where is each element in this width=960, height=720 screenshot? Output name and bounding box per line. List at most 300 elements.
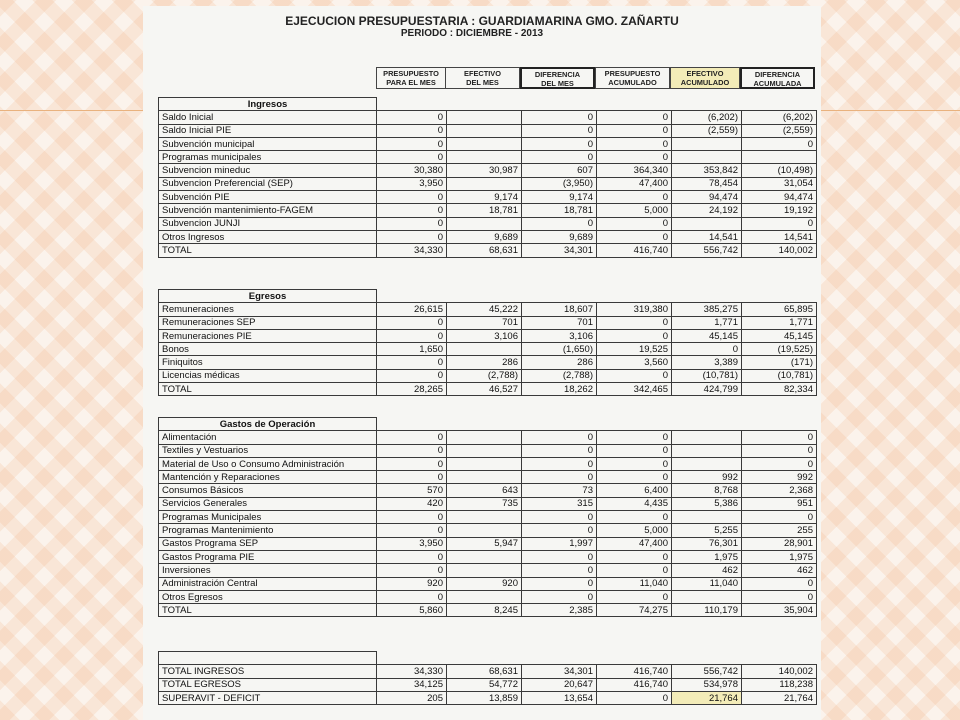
row-label: Gastos Programa PIE xyxy=(159,550,377,563)
value-cell: 0 xyxy=(377,471,447,484)
table-row xyxy=(159,217,817,230)
table-row xyxy=(159,665,817,678)
value-cell: 920 xyxy=(447,577,522,590)
value-cell: 3,106 xyxy=(522,329,597,342)
section-heading-row xyxy=(159,290,817,303)
value-cell: (19,525) xyxy=(742,343,817,356)
value-cell: 416,740 xyxy=(597,244,672,257)
value-cell: 0 xyxy=(742,577,817,590)
value-cell: 0 xyxy=(522,524,597,537)
value-cell: 0 xyxy=(597,151,672,164)
value-cell: 45,222 xyxy=(447,303,522,316)
value-cell: 18,607 xyxy=(522,303,597,316)
value-cell: 5,000 xyxy=(597,204,672,217)
value-cell: 0 xyxy=(522,577,597,590)
value-cell: 24,192 xyxy=(672,204,742,217)
value-cell: 416,740 xyxy=(597,678,672,691)
value-cell: 19,525 xyxy=(597,343,672,356)
row-label: Programas municipales xyxy=(159,151,377,164)
value-cell: 0 xyxy=(597,230,672,243)
value-cell: 18,262 xyxy=(522,383,597,396)
row-label: Subvencion mineduc xyxy=(159,164,377,177)
section-table-2 xyxy=(158,417,817,617)
value-cell: 47,400 xyxy=(597,177,672,190)
value-cell: 45,145 xyxy=(742,329,817,342)
value-cell: 5,947 xyxy=(447,537,522,550)
divider-line-left xyxy=(0,110,143,111)
value-cell: 47,400 xyxy=(597,537,672,550)
value-cell xyxy=(447,457,522,470)
table-row xyxy=(159,484,817,497)
value-cell: 0 xyxy=(672,343,742,356)
row-label: Programas Mantenimiento xyxy=(159,524,377,537)
column-header-4: EFECTIVO ACUMULADO xyxy=(670,67,740,89)
value-cell xyxy=(672,431,742,444)
value-cell: 342,465 xyxy=(597,383,672,396)
empty-cell xyxy=(522,290,597,303)
value-cell: 76,301 xyxy=(672,537,742,550)
row-label: TOTAL xyxy=(159,244,377,257)
value-cell: 0 xyxy=(377,511,447,524)
value-cell: 0 xyxy=(377,329,447,342)
budget-document xyxy=(143,6,821,720)
value-cell: 0 xyxy=(522,217,597,230)
value-cell xyxy=(672,457,742,470)
row-label: Bonos xyxy=(159,343,377,356)
value-cell: (3,950) xyxy=(522,177,597,190)
empty-cell xyxy=(377,98,447,111)
value-cell xyxy=(672,590,742,603)
value-cell: 20,647 xyxy=(522,678,597,691)
value-cell: 286 xyxy=(522,356,597,369)
value-cell xyxy=(672,511,742,524)
document-title: EJECUCION PRESUPUESTARIA : GUARDIAMARINA GMO. ZAÑARTU xyxy=(285,14,679,28)
table-row xyxy=(159,471,817,484)
row-label: Finiquitos xyxy=(159,356,377,369)
value-cell: 2,385 xyxy=(522,604,597,617)
value-cell: 920 xyxy=(377,577,447,590)
value-cell: 9,689 xyxy=(522,230,597,243)
value-cell: 0 xyxy=(522,137,597,150)
section-heading: Egresos xyxy=(159,290,377,303)
empty-cell xyxy=(597,418,672,431)
row-label: TOTAL xyxy=(159,604,377,617)
row-label: Remuneraciones xyxy=(159,303,377,316)
value-cell xyxy=(447,524,522,537)
table-row xyxy=(159,577,817,590)
table-row xyxy=(159,230,817,243)
column-header-5: DIFERENCIA ACUMULADA xyxy=(740,67,815,89)
column-header-0: PRESUPUESTO PARA EL MES xyxy=(376,67,446,89)
value-cell: 30,380 xyxy=(377,164,447,177)
empty-cell xyxy=(377,652,447,665)
table-row xyxy=(159,343,817,356)
table-row xyxy=(159,537,817,550)
value-cell: (2,788) xyxy=(522,369,597,382)
value-cell: 0 xyxy=(377,564,447,577)
value-cell: 1,771 xyxy=(742,316,817,329)
value-cell: 3,950 xyxy=(377,537,447,550)
table-row xyxy=(159,137,817,150)
value-cell: (2,559) xyxy=(672,124,742,137)
value-cell: 8,768 xyxy=(672,484,742,497)
value-cell: 1,975 xyxy=(742,550,817,563)
value-cell: 11,040 xyxy=(597,577,672,590)
value-cell: 5,000 xyxy=(597,524,672,537)
value-cell: 82,334 xyxy=(742,383,817,396)
empty-cell xyxy=(742,652,817,665)
empty-cell xyxy=(742,418,817,431)
value-cell: 140,002 xyxy=(742,665,817,678)
value-cell: 11,040 xyxy=(672,577,742,590)
value-cell: 0 xyxy=(742,444,817,457)
empty-cell xyxy=(377,418,447,431)
value-cell: 2,368 xyxy=(742,484,817,497)
row-label: Material de Uso o Consumo Administración xyxy=(159,457,377,470)
value-cell: 0 xyxy=(377,590,447,603)
value-cell: 30,987 xyxy=(447,164,522,177)
row-label: Saldo Inicial xyxy=(159,111,377,124)
table-row xyxy=(159,204,817,217)
value-cell: 556,742 xyxy=(672,244,742,257)
value-cell: 319,380 xyxy=(597,303,672,316)
value-cell: 3,389 xyxy=(672,356,742,369)
empty-cell xyxy=(742,290,817,303)
value-cell: 54,772 xyxy=(447,678,522,691)
section-heading xyxy=(159,652,377,665)
value-cell: 1,997 xyxy=(522,537,597,550)
value-cell: 0 xyxy=(522,511,597,524)
table-row xyxy=(159,457,817,470)
value-cell: 0 xyxy=(597,550,672,563)
row-label: TOTAL xyxy=(159,383,377,396)
row-label: SUPERAVIT - DEFICIT xyxy=(159,691,377,704)
value-cell: 0 xyxy=(742,590,817,603)
row-label: Textiles y Vestuarios xyxy=(159,444,377,457)
table-row xyxy=(159,164,817,177)
value-cell: 0 xyxy=(377,217,447,230)
row-label: Otros Egresos xyxy=(159,590,377,603)
value-cell: 315 xyxy=(522,497,597,510)
value-cell xyxy=(447,343,522,356)
value-cell: 0 xyxy=(522,564,597,577)
value-cell: 643 xyxy=(447,484,522,497)
value-cell: 0 xyxy=(742,137,817,150)
value-cell xyxy=(447,550,522,563)
section-heading: Gastos de Operación xyxy=(159,418,377,431)
value-cell: 0 xyxy=(377,457,447,470)
table-row xyxy=(159,444,817,457)
value-cell: 0 xyxy=(377,431,447,444)
value-cell: 0 xyxy=(597,137,672,150)
value-cell: 8,245 xyxy=(447,604,522,617)
row-label: Subvencion Preferencial (SEP) xyxy=(159,177,377,190)
value-cell xyxy=(447,511,522,524)
value-cell: 45,145 xyxy=(672,329,742,342)
table-row xyxy=(159,329,817,342)
table-row xyxy=(159,431,817,444)
value-cell xyxy=(672,137,742,150)
table-row xyxy=(159,678,817,691)
value-cell: 94,474 xyxy=(672,191,742,204)
value-cell: 34,330 xyxy=(377,665,447,678)
value-cell: 0 xyxy=(597,329,672,342)
value-cell: 0 xyxy=(377,151,447,164)
value-cell: 0 xyxy=(597,471,672,484)
table-row xyxy=(159,691,817,704)
value-cell: 14,541 xyxy=(672,230,742,243)
section-heading-row xyxy=(159,652,817,665)
value-cell: 31,054 xyxy=(742,177,817,190)
value-cell: 0 xyxy=(597,369,672,382)
value-cell: 140,002 xyxy=(742,244,817,257)
table-row xyxy=(159,564,817,577)
value-cell: 1,771 xyxy=(672,316,742,329)
value-cell: 0 xyxy=(377,137,447,150)
value-cell xyxy=(447,564,522,577)
value-cell: 0 xyxy=(377,111,447,124)
row-label: TOTAL INGRESOS xyxy=(159,665,377,678)
divider-line-right xyxy=(821,110,960,111)
value-cell: 0 xyxy=(377,356,447,369)
value-cell: 735 xyxy=(447,497,522,510)
empty-cell xyxy=(597,290,672,303)
value-cell: (1,650) xyxy=(522,343,597,356)
value-cell: 286 xyxy=(447,356,522,369)
value-cell: 5,860 xyxy=(377,604,447,617)
value-cell: 13,654 xyxy=(522,691,597,704)
value-cell: 420 xyxy=(377,497,447,510)
value-cell: 0 xyxy=(377,524,447,537)
empty-cell xyxy=(597,652,672,665)
table-row xyxy=(159,316,817,329)
value-cell: 34,301 xyxy=(522,244,597,257)
value-cell xyxy=(447,471,522,484)
value-cell: 0 xyxy=(597,124,672,137)
value-cell: 4,435 xyxy=(597,497,672,510)
value-cell: (10,781) xyxy=(742,369,817,382)
value-cell: 0 xyxy=(597,457,672,470)
value-cell xyxy=(447,217,522,230)
value-cell: 556,742 xyxy=(672,665,742,678)
value-cell: 0 xyxy=(597,564,672,577)
value-cell: 0 xyxy=(522,471,597,484)
value-cell: 34,125 xyxy=(377,678,447,691)
value-cell: 14,541 xyxy=(742,230,817,243)
table-row xyxy=(159,369,817,382)
value-cell: 0 xyxy=(597,590,672,603)
value-cell: 26,615 xyxy=(377,303,447,316)
value-cell: 0 xyxy=(522,550,597,563)
empty-cell xyxy=(377,290,447,303)
empty-cell xyxy=(447,98,522,111)
value-cell xyxy=(447,177,522,190)
value-cell: 0 xyxy=(742,431,817,444)
row-label: Subvención PIE xyxy=(159,191,377,204)
value-cell: 9,689 xyxy=(447,230,522,243)
value-cell xyxy=(447,431,522,444)
value-cell: 78,454 xyxy=(672,177,742,190)
section-table-3 xyxy=(158,651,817,705)
value-cell: 0 xyxy=(377,191,447,204)
row-label: Subvención municipal xyxy=(159,137,377,150)
table-row xyxy=(159,244,817,257)
table-row xyxy=(159,524,817,537)
row-label: Alimentación xyxy=(159,431,377,444)
table-row xyxy=(159,604,817,617)
value-cell xyxy=(742,151,817,164)
section-heading-row xyxy=(159,98,817,111)
table-row xyxy=(159,383,817,396)
value-cell: 118,238 xyxy=(742,678,817,691)
value-cell: 0 xyxy=(522,457,597,470)
value-cell: 0 xyxy=(597,217,672,230)
value-cell: 701 xyxy=(447,316,522,329)
section-table-0 xyxy=(158,97,817,258)
row-label: Subvencion JUNJI xyxy=(159,217,377,230)
value-cell: 0 xyxy=(377,550,447,563)
empty-cell xyxy=(672,98,742,111)
column-header-2: DIFERENCIA DEL MES xyxy=(520,67,595,89)
value-cell: (10,498) xyxy=(742,164,817,177)
value-cell: 0 xyxy=(522,151,597,164)
value-cell: 462 xyxy=(742,564,817,577)
section-table-1 xyxy=(158,289,817,396)
value-cell: 701 xyxy=(522,316,597,329)
empty-cell xyxy=(447,290,522,303)
value-cell: 255 xyxy=(742,524,817,537)
value-cell: 0 xyxy=(377,316,447,329)
value-cell: 68,631 xyxy=(447,665,522,678)
section-heading: Ingresos xyxy=(159,98,377,111)
value-cell: 28,265 xyxy=(377,383,447,396)
value-cell: 424,799 xyxy=(672,383,742,396)
value-cell: 0 xyxy=(597,431,672,444)
table-row xyxy=(159,111,817,124)
value-cell xyxy=(447,444,522,457)
value-cell xyxy=(672,444,742,457)
value-cell: 1,975 xyxy=(672,550,742,563)
value-cell xyxy=(447,111,522,124)
value-cell: 353,842 xyxy=(672,164,742,177)
value-cell: 607 xyxy=(522,164,597,177)
value-cell: (6,202) xyxy=(742,111,817,124)
value-cell: 68,631 xyxy=(447,244,522,257)
value-cell xyxy=(447,590,522,603)
value-cell: 18,781 xyxy=(447,204,522,217)
value-cell: 110,179 xyxy=(672,604,742,617)
value-cell: 951 xyxy=(742,497,817,510)
empty-cell xyxy=(672,290,742,303)
value-cell: (171) xyxy=(742,356,817,369)
value-cell: 46,527 xyxy=(447,383,522,396)
value-cell: 385,275 xyxy=(672,303,742,316)
value-cell: 34,301 xyxy=(522,665,597,678)
empty-cell xyxy=(597,98,672,111)
table-row xyxy=(159,550,817,563)
empty-cell xyxy=(447,418,522,431)
table-row xyxy=(159,303,817,316)
value-cell: 534,978 xyxy=(672,678,742,691)
column-header-1: EFECTIVO DEL MES xyxy=(445,67,520,89)
value-cell: 0 xyxy=(742,217,817,230)
value-cell xyxy=(672,151,742,164)
value-cell: 0 xyxy=(522,590,597,603)
empty-cell xyxy=(672,652,742,665)
row-label: Programas Municipales xyxy=(159,511,377,524)
value-cell: 1,650 xyxy=(377,343,447,356)
row-label: Gastos Programa SEP xyxy=(159,537,377,550)
table-row xyxy=(159,511,817,524)
row-label: Mantención y Reparaciones xyxy=(159,471,377,484)
document-period: PERIODO : DICIEMBRE - 2013 xyxy=(400,28,544,39)
value-cell: 94,474 xyxy=(742,191,817,204)
value-cell: 0 xyxy=(597,191,672,204)
value-cell xyxy=(672,217,742,230)
value-cell: 0 xyxy=(522,431,597,444)
empty-cell xyxy=(672,418,742,431)
table-row xyxy=(159,177,817,190)
row-label: Administración Central xyxy=(159,577,377,590)
value-cell: 416,740 xyxy=(597,665,672,678)
value-cell: 0 xyxy=(377,444,447,457)
row-label: Inversiones xyxy=(159,564,377,577)
column-header-3: PRESUPUESTO ACUMULADO xyxy=(595,67,670,89)
row-label: Servicios Generales xyxy=(159,497,377,510)
value-cell: 3,560 xyxy=(597,356,672,369)
row-label: Remuneraciones PIE xyxy=(159,329,377,342)
empty-cell xyxy=(522,652,597,665)
empty-cell xyxy=(742,98,817,111)
table-row xyxy=(159,497,817,510)
value-cell: 0 xyxy=(597,444,672,457)
value-cell: 3,950 xyxy=(377,177,447,190)
value-cell: 73 xyxy=(522,484,597,497)
value-cell: 3,106 xyxy=(447,329,522,342)
value-cell: 13,859 xyxy=(447,691,522,704)
empty-cell xyxy=(522,98,597,111)
value-cell: 364,340 xyxy=(597,164,672,177)
value-cell xyxy=(447,137,522,150)
value-cell: (2,788) xyxy=(447,369,522,382)
value-cell: (10,781) xyxy=(672,369,742,382)
value-cell: 65,895 xyxy=(742,303,817,316)
value-cell: (6,202) xyxy=(672,111,742,124)
value-cell: 570 xyxy=(377,484,447,497)
value-cell: 0 xyxy=(742,511,817,524)
value-cell: 0 xyxy=(522,444,597,457)
value-cell: 462 xyxy=(672,564,742,577)
value-cell: 0 xyxy=(597,511,672,524)
value-cell xyxy=(447,124,522,137)
value-cell: 205 xyxy=(377,691,447,704)
table-row xyxy=(159,124,817,137)
value-cell: 992 xyxy=(742,471,817,484)
row-label: Licencias médicas xyxy=(159,369,377,382)
value-cell: 35,904 xyxy=(742,604,817,617)
value-cell: 5,386 xyxy=(672,497,742,510)
value-cell: 19,192 xyxy=(742,204,817,217)
value-cell: 0 xyxy=(377,369,447,382)
value-cell: 74,275 xyxy=(597,604,672,617)
value-cell: 6,400 xyxy=(597,484,672,497)
value-cell: 0 xyxy=(377,124,447,137)
value-cell: 0 xyxy=(597,316,672,329)
value-cell: 0 xyxy=(597,111,672,124)
value-cell: (2,559) xyxy=(742,124,817,137)
value-cell: 0 xyxy=(522,124,597,137)
empty-cell xyxy=(447,652,522,665)
